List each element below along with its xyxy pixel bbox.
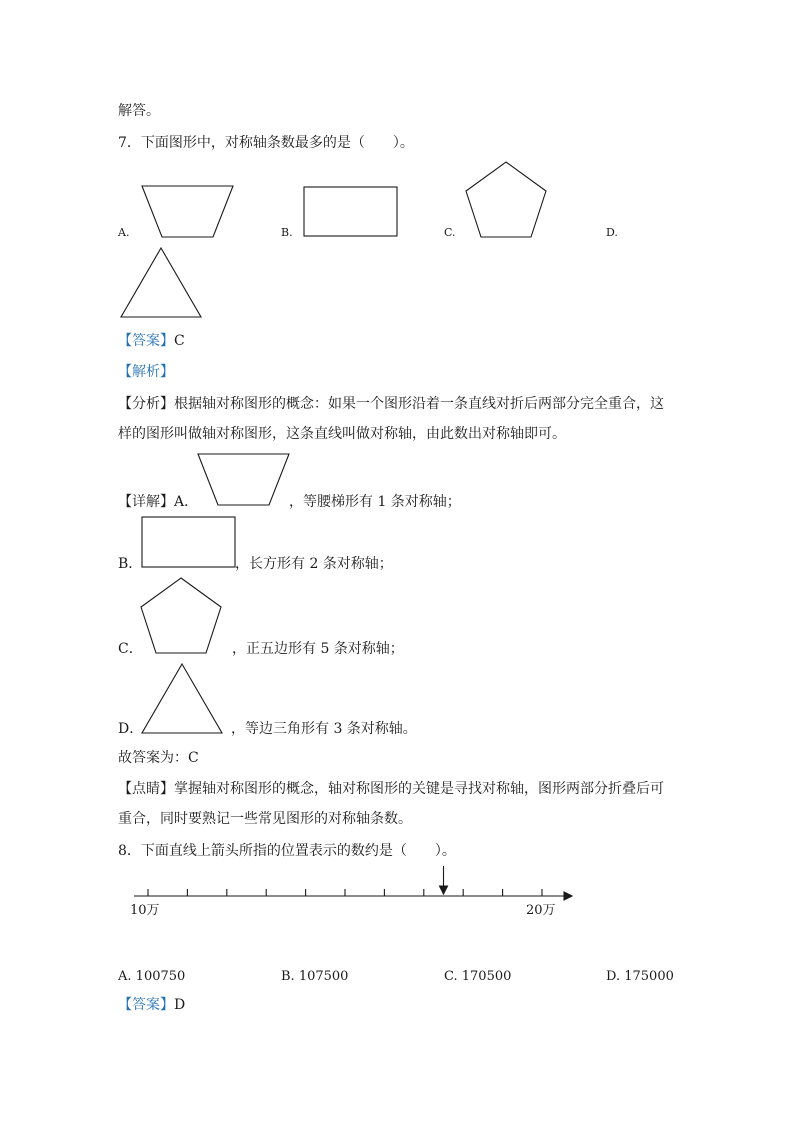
- detail-c-text: ，正五边形有 5 条对称轴；: [232, 641, 404, 657]
- detail-a-line: [118, 492, 198, 512]
- pentagon-shape: [466, 162, 546, 237]
- q8-option-d-value: 175000: [624, 969, 674, 984]
- q7-option-c-pentagon: [465, 161, 549, 239]
- q7-option-a-trapezoid: [141, 185, 235, 239]
- q8-option-d-letter: D.: [606, 969, 621, 984]
- detail-a-text: ，等腰梯形有 1 条对称轴；: [289, 494, 461, 510]
- dianjing-tag: 【点睛】: [118, 781, 174, 797]
- q8-option-b-value: 107500: [298, 969, 349, 984]
- q7-stem: 7．下面图形中，对称轴条数最多的是（ ）。: [118, 135, 414, 151]
- detail-tag: 【详解】: [118, 494, 174, 510]
- q8-option-a[interactable]: [118, 967, 185, 987]
- rectangle-shape: [142, 517, 235, 567]
- fenxi-line-1: [118, 394, 664, 414]
- triangle-shape: [121, 248, 201, 317]
- triangle-shape: [142, 664, 222, 733]
- q7-option-a-letter: A.: [118, 226, 130, 239]
- q7-option-c-letter: C.: [444, 226, 456, 239]
- dianjing-line-2: 重合，同时要熟记一些常见图形的对称轴条数。: [118, 811, 412, 827]
- trapezoid-shape: [142, 186, 233, 237]
- detail-d-letter: D．: [118, 721, 144, 737]
- rectangle-shape: [304, 187, 397, 236]
- fenxi-line-2: 样的图形叫做轴对称图形，这条直线叫做对称轴，由此数出对称轴即可。: [118, 426, 566, 442]
- number-line-end-label: 20万: [526, 903, 556, 918]
- number-line: [120, 862, 580, 922]
- intro-tail: 解答。: [118, 103, 160, 119]
- detail-b-text: ，长方形有 2 条对称轴；: [235, 556, 393, 572]
- detail-a-letter: A．: [174, 494, 199, 510]
- q7-option-b-letter: B.: [281, 226, 293, 239]
- q8-option-a-letter: A.: [118, 969, 132, 984]
- analysis-tag: 【解析】: [118, 364, 174, 380]
- detail-d-triangle: [141, 663, 225, 735]
- dianjing-line-1: [118, 779, 664, 799]
- q8-option-d[interactable]: [606, 967, 674, 987]
- q7-option-b-rectangle: [303, 186, 399, 238]
- dianjing-text-1: 掌握轴对称图形的概念，轴对称图形的关键是寻找对称轴，图形两部分折叠后可: [174, 781, 664, 797]
- detail-c-pentagon: [140, 577, 224, 655]
- q8-option-c[interactable]: [444, 967, 511, 987]
- q8-answer-value: D: [174, 997, 186, 1013]
- detail-a-trapezoid: [197, 453, 291, 507]
- number-line-arrowhead: [564, 892, 572, 900]
- q8-option-c-value: 170500: [461, 969, 512, 984]
- q8-answer-tag: 【答案】: [118, 997, 174, 1013]
- q7-answer-line: [118, 331, 185, 351]
- q7-option-d-triangle: [120, 247, 204, 319]
- detail-b-rectangle: [141, 516, 237, 570]
- answer-value: C: [174, 333, 185, 349]
- trapezoid-shape: [198, 454, 289, 505]
- pentagon-shape: [141, 578, 221, 653]
- q8-answer-line: [118, 995, 185, 1015]
- q8-option-c-letter: C.: [444, 969, 458, 984]
- q8-option-b-letter: B.: [281, 969, 295, 984]
- detail-b-letter: B．: [118, 556, 143, 572]
- q8-stem: 8．下面直线上箭头所指的位置表示的数约是（ ）。: [118, 843, 456, 859]
- q7-option-d-letter: D.: [606, 226, 618, 239]
- number-line-start-label: 10万: [130, 903, 160, 918]
- q8-option-a-value: 100750: [135, 969, 186, 984]
- q8-option-b[interactable]: [281, 967, 348, 987]
- fenxi-tag: 【分析】: [118, 396, 174, 412]
- detail-c-letter: C．: [118, 641, 143, 657]
- conclusion: 故答案为：C: [118, 750, 199, 766]
- detail-d-text: ，等边三角形有 3 条对称轴。: [231, 721, 417, 737]
- answer-tag: 【答案】: [118, 333, 174, 349]
- number-line-pointer-arrow: [440, 886, 448, 894]
- fenxi-text-1: 根据轴对称图形的概念：如果一个图形沿着一条直线对折后两部分完全重合，这: [174, 396, 664, 412]
